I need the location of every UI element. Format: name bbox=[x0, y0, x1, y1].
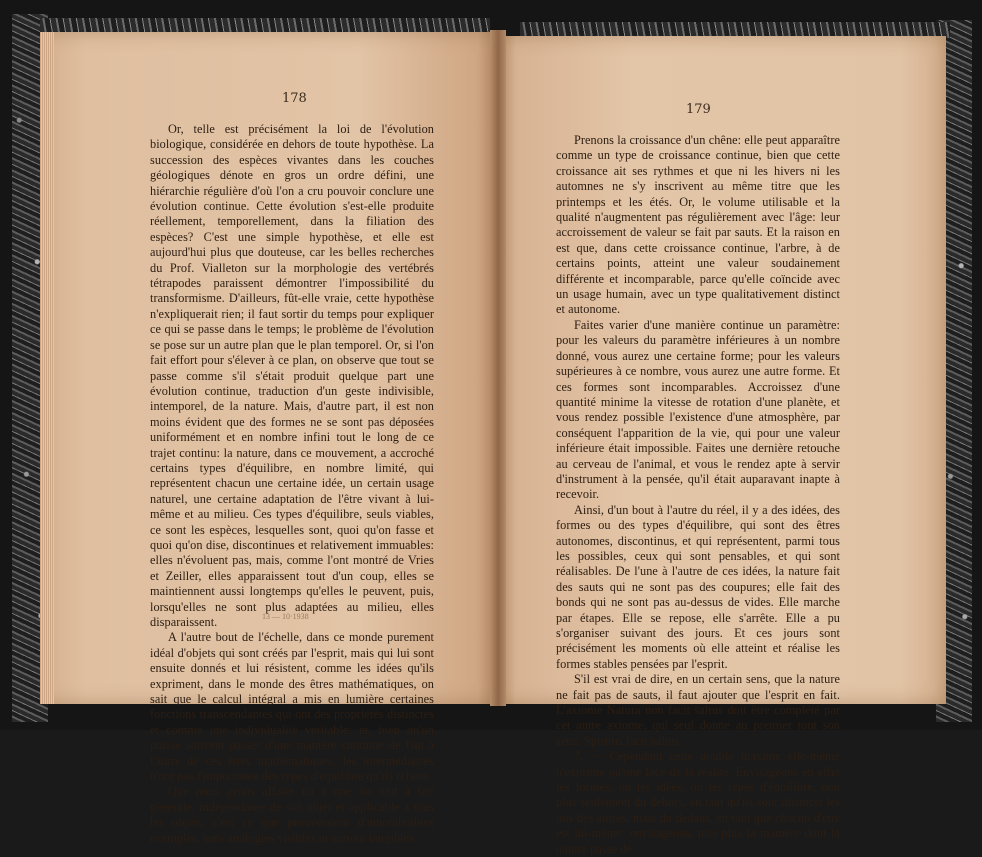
right-paragraph-2: Faites varier d'une manière continue un paramètre: pour les valeurs du paramètre inférieures à un nombre donné, vous aurez une certaine forme; pour les valeurs supérieures à ce nombre, vous aurez une autre forme. Et ces formes sont incomparables. Accroissez d'une quantité minime la vitesse de rotation d'une planète, et vous rendez possible l'existence d'une atmosphère, par conséquent l'apparition de la vie, qui pour une valeur inférieure était impossible. Faites une dernière retouche au cerveau de l'animal, et vous le rendez apte à servir d'instrument à la pensée, qu'il était auparavant inapte à recevoir. bbox=[556, 317, 840, 502]
right-page-text bbox=[556, 133, 840, 857]
left-paragraph-3: Que nous ayons affaire ici à une loi tout à fait générale, indépendante de son objet et applicable à tous les objets, c'est ce que prouveraient d'innombrables exemples, sans analogies visibles ni surtout tangibles. bbox=[150, 784, 434, 845]
left-paragraph-1: Or, telle est précisément la loi de l'évolution biologique, considérée en dehors de toute hypothèse. La succession des espèces vivantes dans les couches géologiques dénote en gros un ordre défini, une hiérarchie régulière d'où l'on a cru pouvoir conclure une évolution continue. Cette évolution s'est-elle produite réellement, temporellement, dans la filiation des espèces? C'est une simple hypothèse, et elle est aujourd'hui plus que douteuse, car les belles recherches du Prof. Vialleton sur la morphologie des vertébrés tétrapodes paraissent démontrer l'impossibilité du transformisme. D'ailleurs, fût-elle vraie, cette hypothèse n'expliquerait rien; il faut sortir du temps pour expliquer ce qui se passe dans le temps; le problème de l'évolution se pose sur un autre plan que le plan temporel. Or, si l'on fait effort pour s'élever à ce plan, on observe que tout se passe comme s'il s'était produit quelque part une évolution continue, traduction d'un geste indivisible, intemporel, de la nature. Mais, d'autre part, il est non moins évident que des formes ne se sont pas déposées uniformément et en nombre infini tout le long de ce trajet continu: la nature, dans ce mouvement, a accroché certains types d'équilibre, en nombre limité, qui représentent chacun une certaine idée, un certain usage naturel, une certaine adaptation de l'être vivant à lui-même et au milieu. Ces types d'équilibre, seuls viables, ce sont les espèces, lesquelles sont, quoi qu'on fasse et quoi qu'on dise, discontinues et relativement immuables: elles n'évoluent pas, mais, comme l'ont montré de Vries et Zeiller, elles apparaissent tout d'un coup, elles se maintiennent aussi longtemps qu'elles le peuvent, puis, lorsqu'elles ne sont plus adaptées au milieu, elles disparaissent. bbox=[150, 122, 434, 629]
book-gutter bbox=[490, 30, 506, 706]
right-paragraph-1: Prenons la croissance d'un chêne: elle peut apparaître comme un type de croissance continue, bien que cette croissance ait ses rythmes et que ni les hivers ni les automnes ne s'y inscrivent au même titre que les printemps et les étés. Or, le volume utilisable et la qualité n'augmentent pas régulièrement avec l'âge: leur accroissement de valeur se fait par sauts. Et la raison en est que, dans cette croissance continue, l'arbre, à de certains points, atteint une valeur soudainement différente et incomparable, parce qu'elle coïncide avec un usage humain, avec un type qualitativement distinct et autonome. bbox=[556, 133, 840, 317]
right-paragraph-4: S'il est vrai de dire, en un certain sens, que la nature ne fait pas de sauts, il faut ajouter que l'esprit en fait. L'axiome Natura non facit saltus doit être complété par cet autre axiome, qui seul donne au premier tout son sens: Spiritus facit saltus. bbox=[556, 672, 840, 748]
right-paragraph-3: Ainsi, d'un bout à l'autre du réel, il y a des idées, des formes ou des types d'équilibre, qui sont des êtres autonomes, discontinus, et qui représentent, parmi tous les possibles, ceux qui sont pensables, et qui sont réalisables. De l'une à l'autre de ces idées, la nature fait des sauts qui ne sont pas des coupures; elle fait des bonds qui ne sont pas au-dessus de vides. Elle marche par étapes. Elle se repose, elle s'arrête. Elle a pu s'organiser suivant des jours. Et ces jours sont précisément les moments où elle atteint et réalise les formes stables pensées par l'esprit. bbox=[556, 502, 840, 671]
page-number-left: 178 bbox=[282, 91, 307, 106]
left-paragraph-2: A l'autre bout de l'échelle, dans ce monde purement idéal d'objets qui sont créés par l'esprit, mais qui lui sont ensuite donnés et lui résistent, comme les idées qu'ils expriment, dans le monde des êtres mathématiques, on sait que le calcul intégral a mis en lumière certaines fonctions transcendantes qui ont des propriétés distinctes et comme une individualité véritable; et, bien qu'on puisse souvent passer d'une manière continue de l'un à l'autre de ces êtres mathématiques, les intermédiaires n'ont pas l'importance des types d'équilibre qu'ils relient. bbox=[150, 630, 434, 784]
page-edges bbox=[40, 32, 54, 704]
right-paragraph-5: 7. — Cependant cette double maxime elle-même n'exprime qu'une face de la réalité. Envisageons en effet les formes, ou les idées, ou les types d'équilibre, non plus seulement du dehors, en tant qu'ils sont distincts les uns des autres, mais du dedans, en tant que chacun d'eux est lui-même: envisageons, non plus la manière dont la nature passe de bbox=[556, 749, 840, 856]
left-page-text bbox=[150, 122, 434, 846]
page-footer-mark: 13 — 10·1938 bbox=[262, 612, 309, 621]
page-number-right: 179 bbox=[686, 102, 711, 117]
